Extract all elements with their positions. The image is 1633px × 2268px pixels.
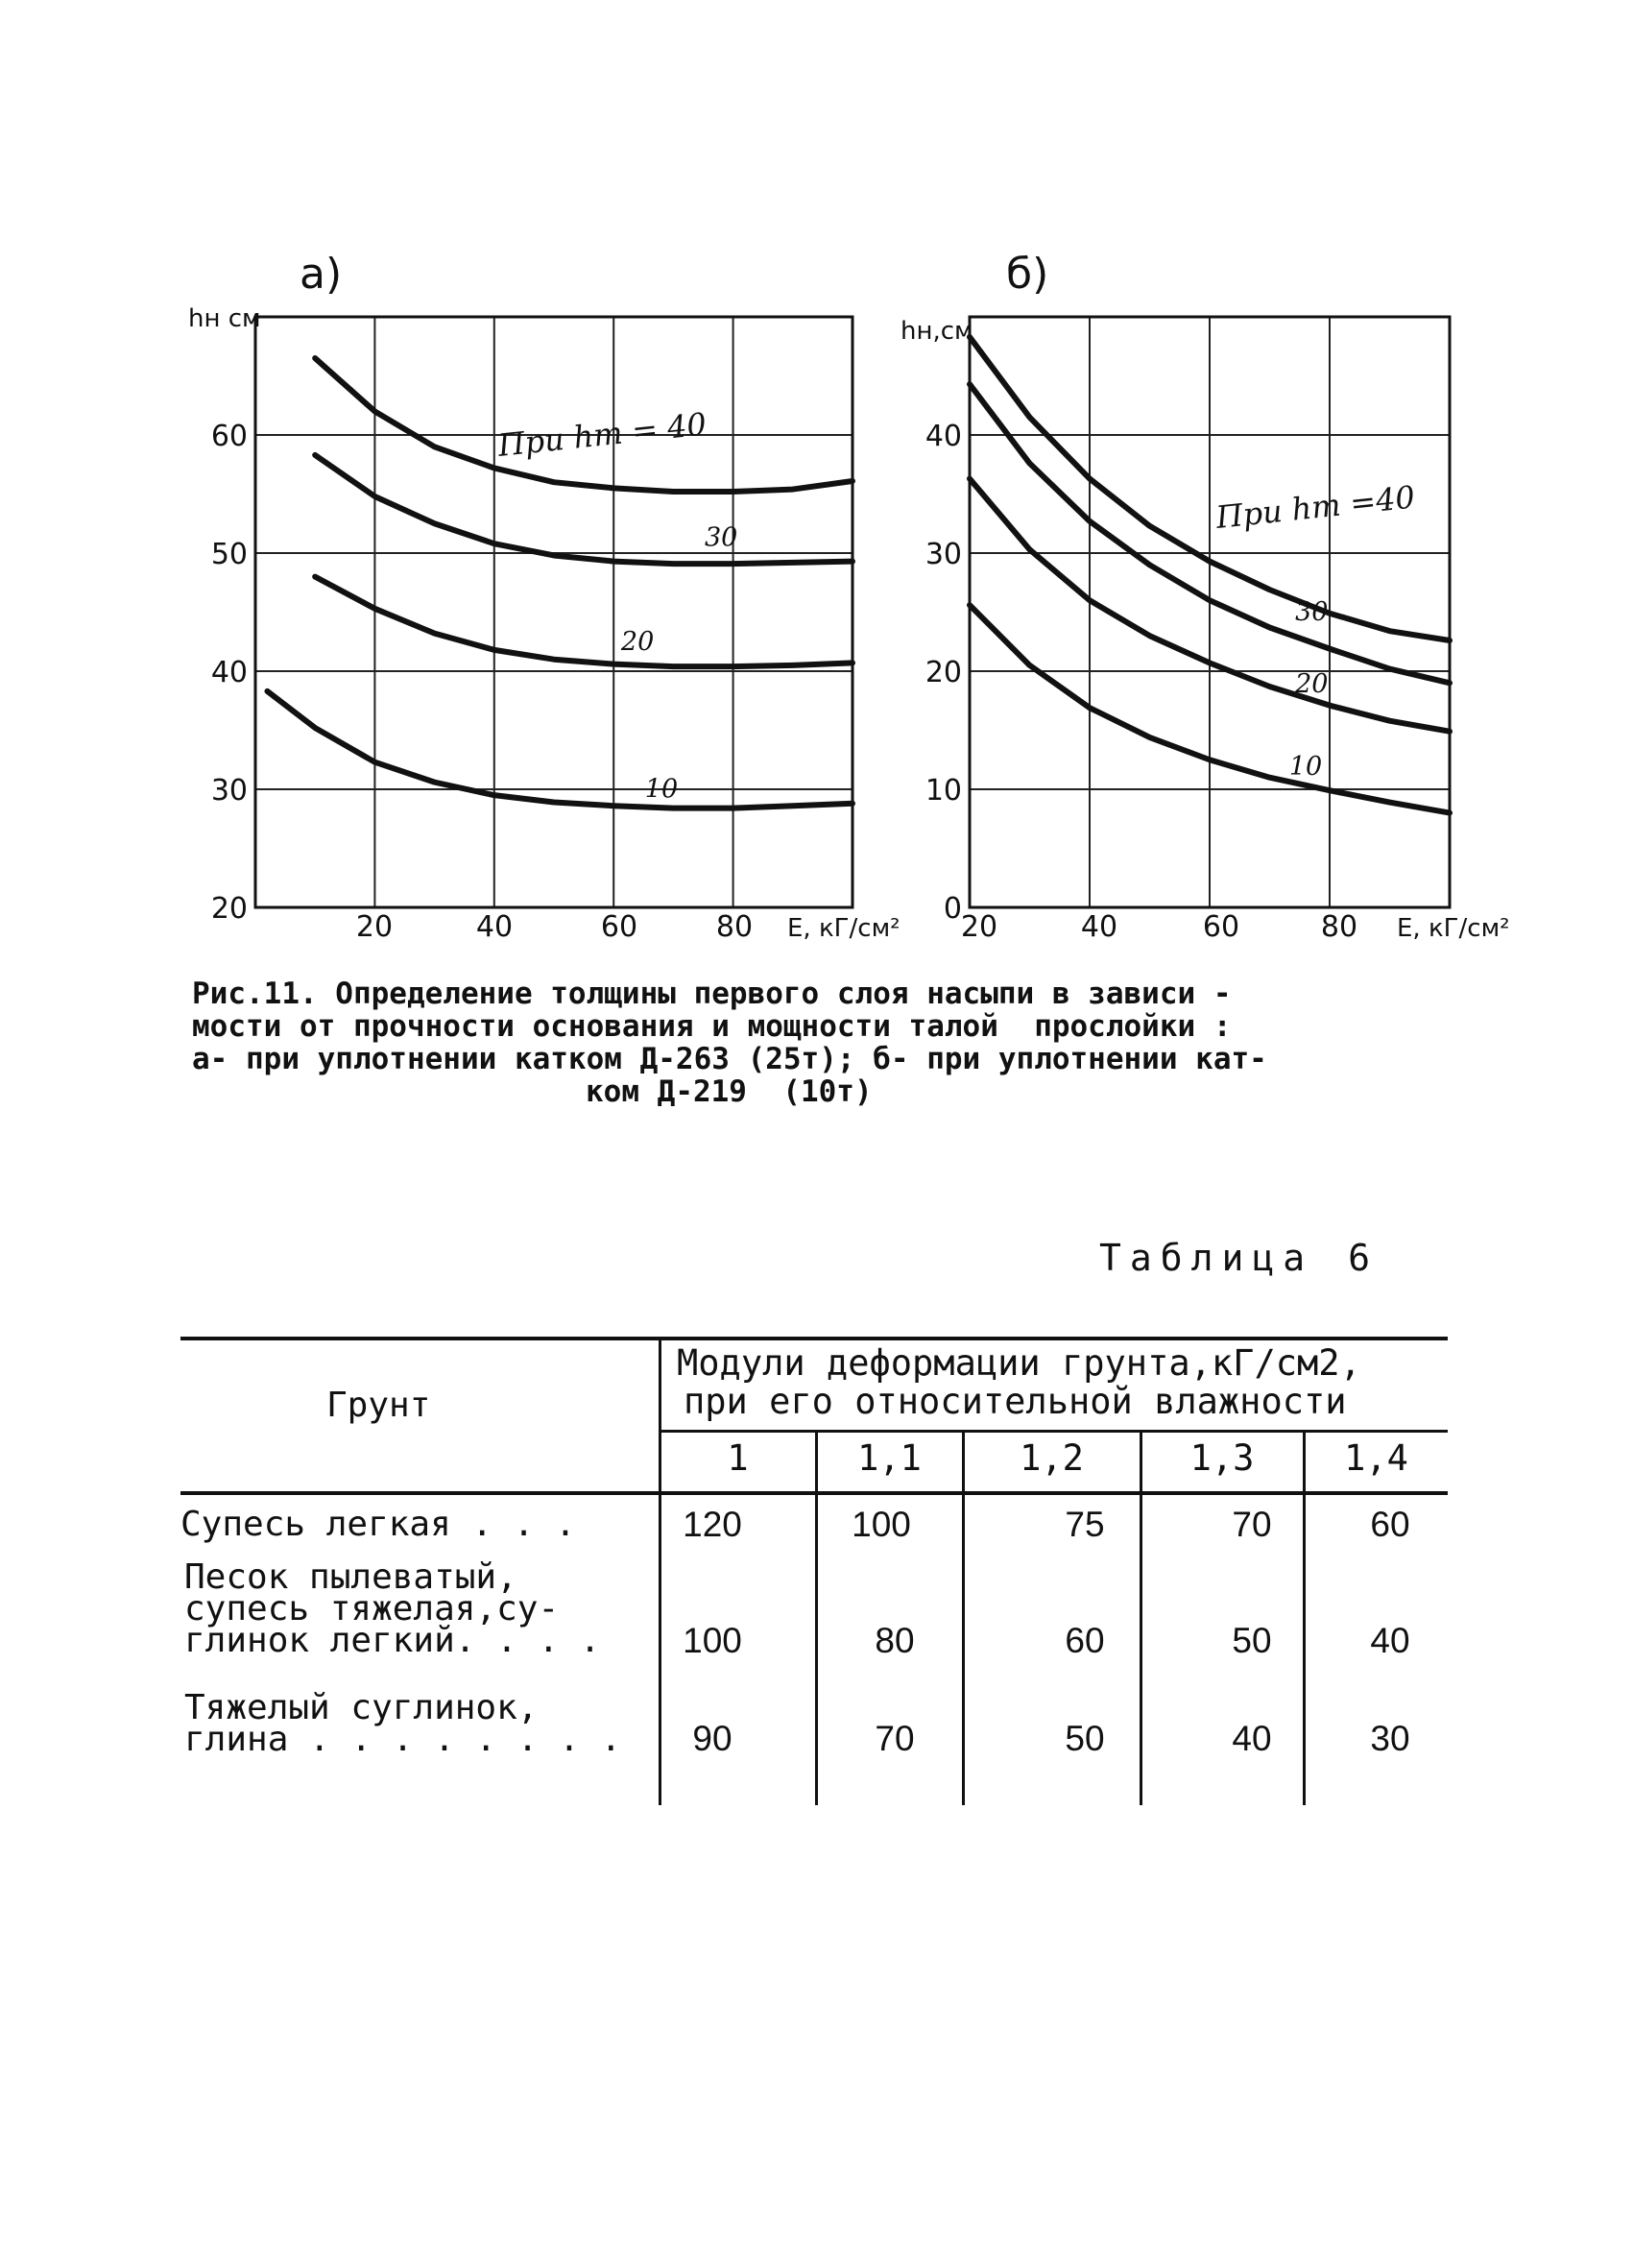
chart-x-tick-label: 40 bbox=[1080, 910, 1118, 944]
table-cell-value: 40 bbox=[1370, 1621, 1410, 1660]
chart-y-tick-label: 50 bbox=[210, 538, 248, 571]
moisture-header: 1,3 bbox=[1189, 1437, 1255, 1479]
chart-panel-label: б) bbox=[1006, 250, 1049, 299]
chart-series-label: 30 bbox=[704, 522, 738, 553]
chart-annotation: При hт =40 bbox=[1213, 478, 1417, 536]
chart-y-tick-label: 20 bbox=[925, 656, 962, 689]
chart-series-label: 20 bbox=[620, 626, 655, 657]
table-title-word: Таблица bbox=[1099, 1237, 1314, 1279]
chart-x-tick-label: 60 bbox=[600, 910, 638, 944]
table-column-divider bbox=[1140, 1431, 1142, 1805]
chart-y-axis-label: hн,см bbox=[901, 317, 973, 346]
figure-11 bbox=[0, 0, 1633, 960]
chart-frame bbox=[255, 317, 853, 907]
table-column-divider bbox=[815, 1431, 818, 1805]
chart-x-axis-label: E, кГ/см² bbox=[1397, 914, 1510, 943]
chart-series-label: 20 bbox=[1295, 669, 1329, 700]
table-subheader-rule bbox=[660, 1430, 1448, 1433]
chart-y-tick-label: 30 bbox=[925, 538, 962, 571]
chart-series-line-10 bbox=[267, 691, 853, 808]
chart-x-tick-label: 80 bbox=[1320, 910, 1358, 944]
chart-y-tick-label: 40 bbox=[925, 420, 962, 453]
chart-x-tick-label: 80 bbox=[715, 910, 754, 944]
table-cell-value: 75 bbox=[1065, 1505, 1105, 1544]
caption-line-3: а- при уплотнении катком Д-263 (25т); б- при уплотнении кат- bbox=[192, 1042, 1267, 1076]
chart-x-tick-label: 20 bbox=[960, 910, 998, 944]
moisture-header: 1,4 bbox=[1344, 1437, 1408, 1479]
table-cell-value: 90 bbox=[692, 1719, 732, 1758]
table-header-bottom-rule bbox=[180, 1491, 1448, 1495]
moisture-header: 1 bbox=[727, 1437, 749, 1479]
chart-y-tick-label: 20 bbox=[210, 892, 248, 926]
chart-y-axis-label: hн см bbox=[188, 304, 261, 333]
table-row-soil-name: Супесь легкая . . . bbox=[180, 1505, 576, 1544]
group-header-line-1: Модули деформации грунта,кГ/см2, bbox=[677, 1342, 1361, 1384]
chart-series-line-30 bbox=[315, 455, 853, 564]
table-title bbox=[1099, 1237, 1379, 1279]
chart-y-tick-label: 10 bbox=[925, 774, 962, 808]
table-top-rule bbox=[180, 1337, 1448, 1340]
table-row-soil-name: супесь тяжелая,су- bbox=[184, 1589, 560, 1629]
chart-series-line-20 bbox=[315, 577, 853, 666]
table-cell-value: 120 bbox=[683, 1505, 742, 1544]
table-cell-value: 30 bbox=[1370, 1719, 1410, 1758]
table-cell-value: 50 bbox=[1232, 1621, 1272, 1660]
chart-series-label: 10 bbox=[1288, 752, 1323, 783]
table-cell-value: 60 bbox=[1065, 1621, 1105, 1660]
chart-y-tick-label: 30 bbox=[210, 774, 248, 808]
table-row-soil-name: Песок пылеватый, bbox=[184, 1557, 517, 1597]
table-cell-value: 60 bbox=[1370, 1505, 1410, 1544]
figure-caption bbox=[192, 977, 1469, 1108]
moisture-header: 1,2 bbox=[1020, 1437, 1084, 1479]
table-cell-value: 50 bbox=[1065, 1719, 1105, 1758]
table-row-soil-name: глина . . . . . . . . bbox=[184, 1720, 622, 1759]
chart-y-tick-label: 60 bbox=[210, 420, 248, 453]
moisture-header: 1,1 bbox=[857, 1437, 922, 1479]
table-row-soil-name: глинок легкий. . . . bbox=[184, 1621, 601, 1660]
caption-line-2: мости от прочности основания и мощности талой прослойки : bbox=[192, 1009, 1232, 1044]
table-cell-value: 100 bbox=[683, 1621, 742, 1660]
table-column-divider bbox=[659, 1339, 661, 1805]
table-cell-value: 70 bbox=[1232, 1505, 1272, 1544]
table-column-divider bbox=[962, 1431, 965, 1805]
chart-annotation: При hт = 40 bbox=[495, 405, 708, 464]
chart-x-tick-label: 20 bbox=[355, 910, 394, 944]
table-column-divider bbox=[1303, 1431, 1306, 1805]
table-cell-value: 100 bbox=[852, 1505, 911, 1544]
table-cell-value: 80 bbox=[875, 1621, 915, 1660]
group-header-line-2: при его относительной влажности bbox=[684, 1381, 1347, 1422]
table-cell-value: 40 bbox=[1232, 1719, 1272, 1758]
chart-y-tick-label: 40 bbox=[210, 656, 248, 689]
chart-series-label: 30 bbox=[1295, 597, 1329, 628]
column-header-soil: Грунт bbox=[326, 1386, 431, 1425]
chart-x-tick-label: 40 bbox=[475, 910, 514, 944]
chart-y-tick-label: 0 bbox=[943, 892, 962, 926]
chart-x-tick-label: 60 bbox=[1202, 910, 1240, 944]
chart-x-axis-label: E, кГ/см² bbox=[787, 914, 901, 943]
caption-line-4: ком Д-219 (10т) bbox=[586, 1074, 873, 1109]
caption-line-1: Рис.11. Определение толщины первого слоя насыпи в зависи - bbox=[192, 977, 1232, 1011]
chart-series-label: 10 bbox=[644, 774, 679, 805]
table-title-number: 6 bbox=[1348, 1237, 1380, 1279]
table-cell-value: 70 bbox=[875, 1719, 915, 1758]
table-row-soil-name: Тяжелый суглинок, bbox=[184, 1688, 539, 1727]
chart-panel-label: а) bbox=[300, 250, 343, 299]
